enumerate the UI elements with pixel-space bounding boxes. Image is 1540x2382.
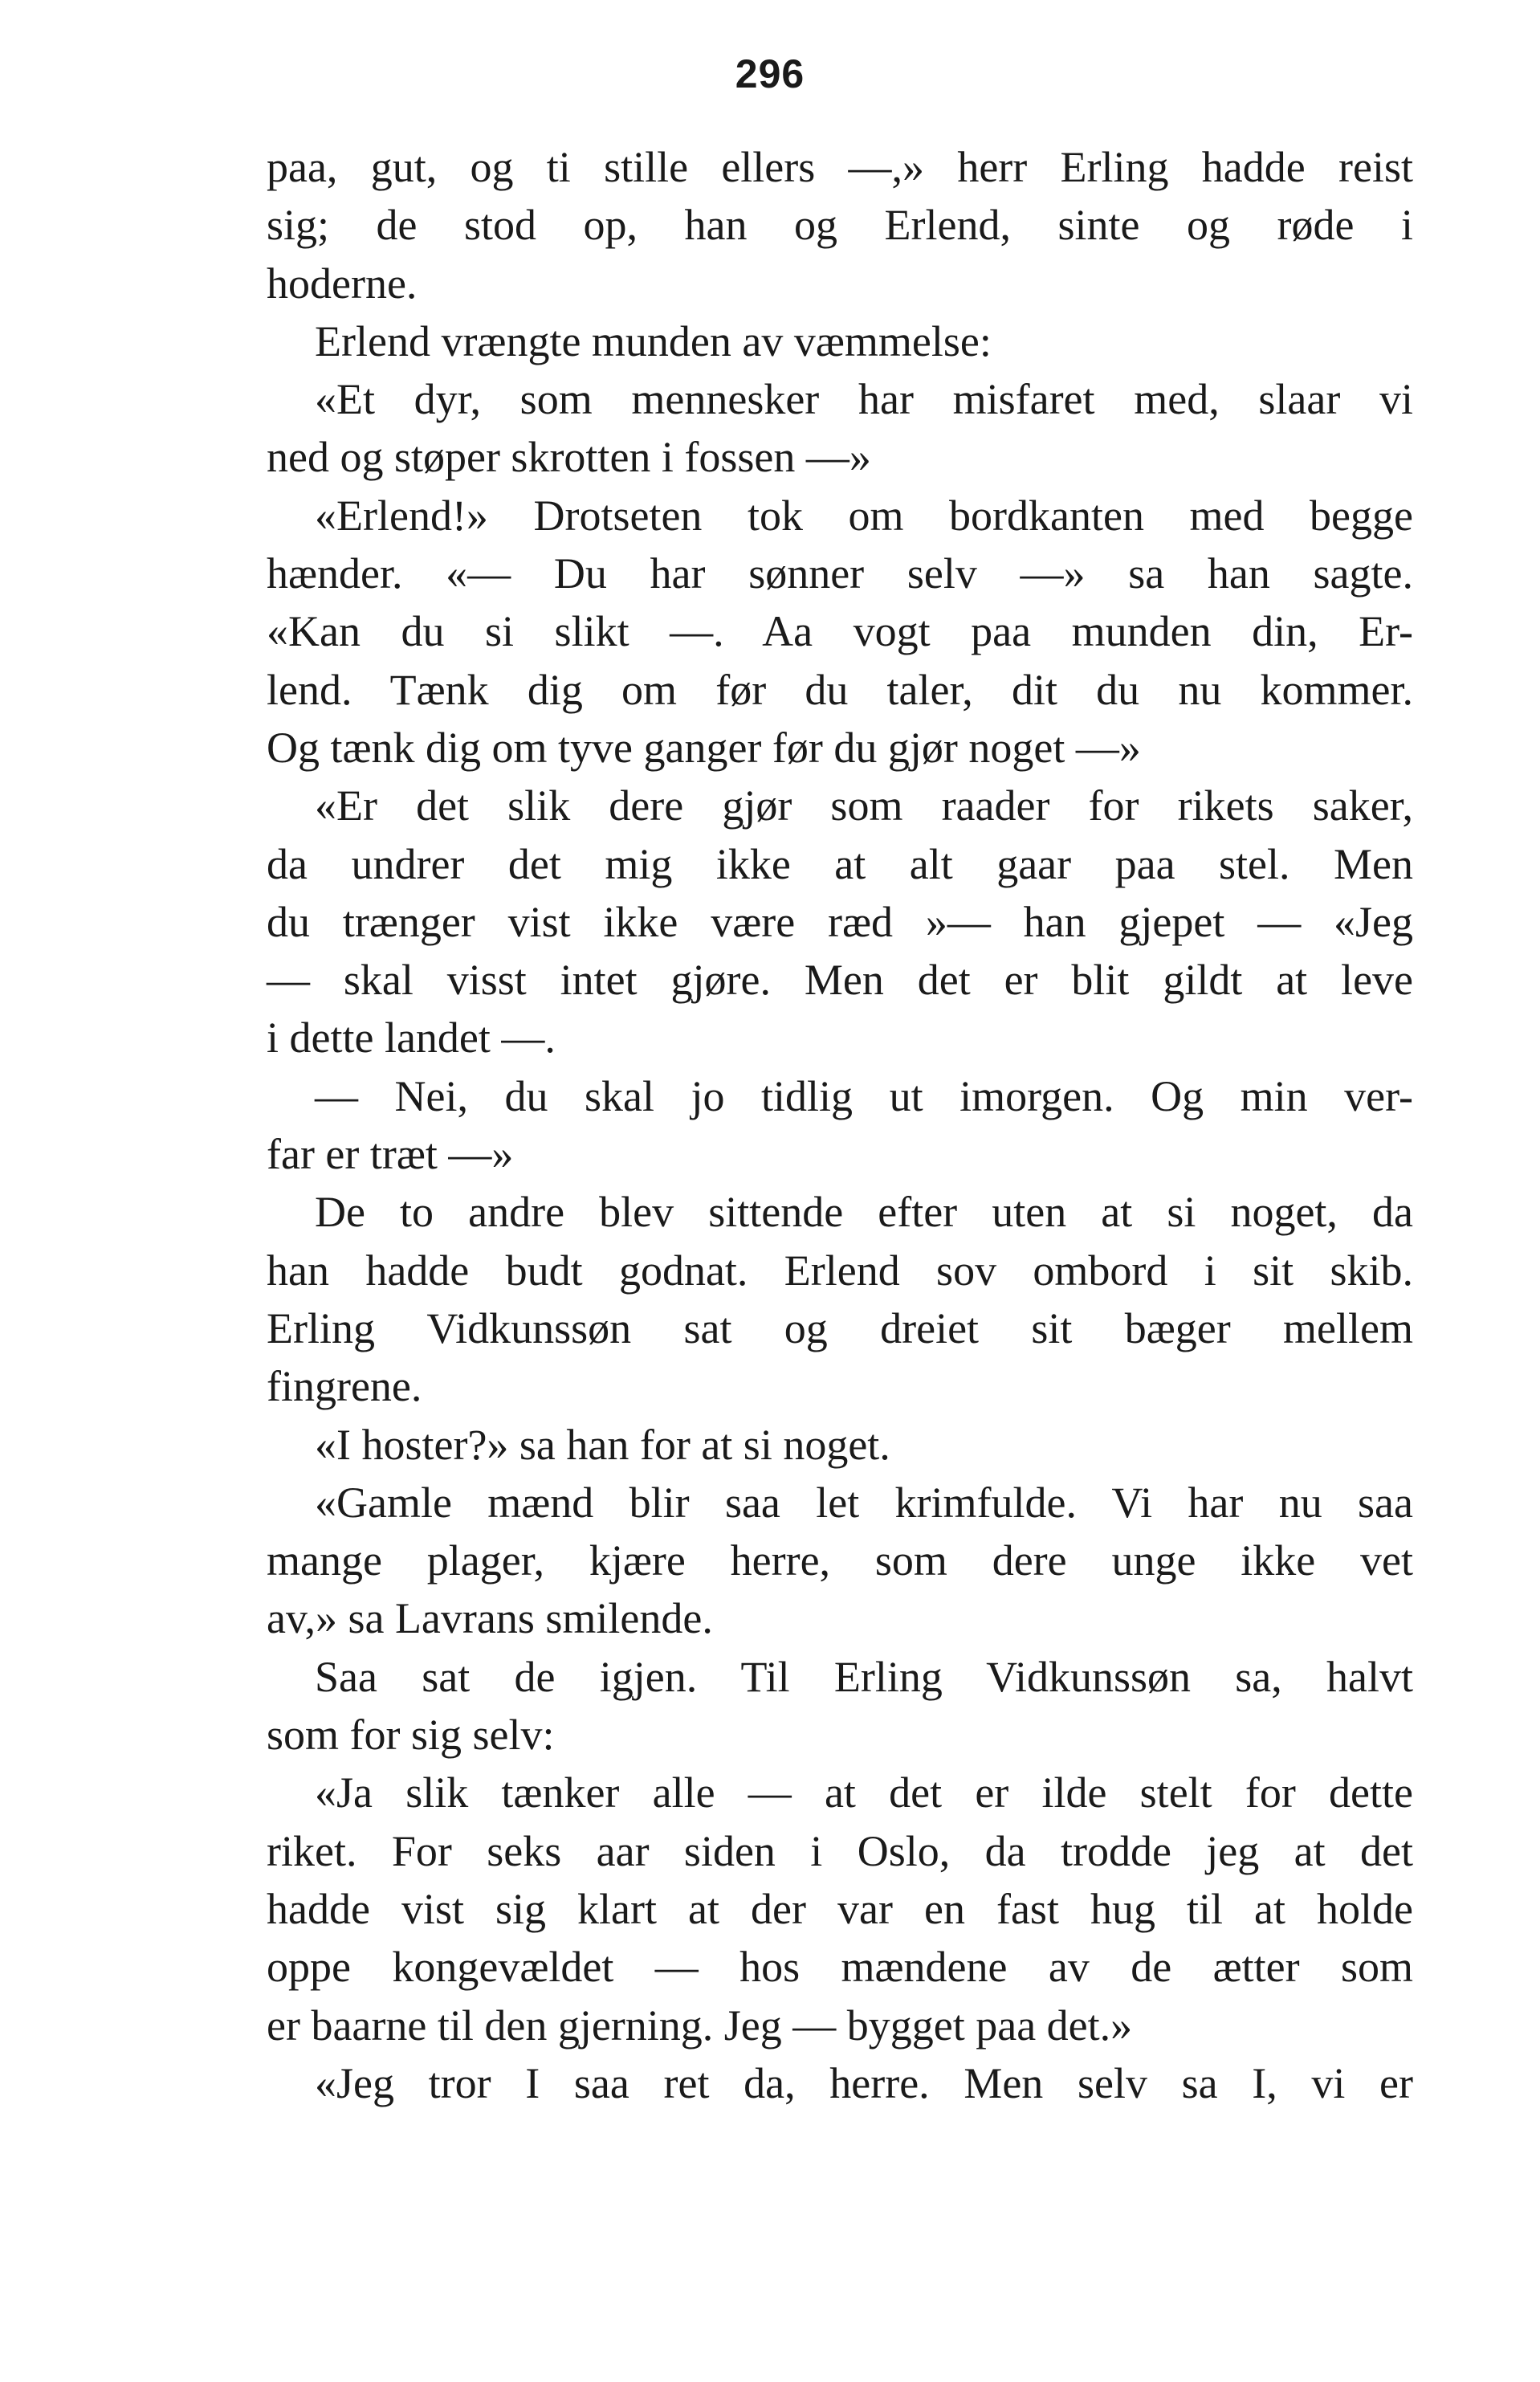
text-line: ned og støper skrotten i fossen —» [267, 433, 871, 482]
text-line: «Kan du si slikt —. Aa vogt paa munden din, Er- [267, 607, 1413, 656]
page-number: 296 [735, 51, 805, 96]
text-line: «I hoster?» sa han for at si noget. [315, 1420, 890, 1469]
body-text [267, 138, 1413, 2112]
text-line: paa, gut, og ti stille ellers —,» herr Erling hadde reist [267, 143, 1413, 191]
text-line: hoderne. [267, 259, 418, 308]
text-line: riket. For seks aar siden i Oslo, da trodde jeg at det [267, 1826, 1413, 1875]
text-line: av,» sa Lavrans smilende. [267, 1594, 713, 1643]
text-line: han hadde budt godnat. Erlend sov ombord i sit skib. [267, 1246, 1413, 1295]
text-line: da undrer det mig ikke at alt gaar paa stel. Men [267, 839, 1413, 888]
text-line: «Ja slik tænker alle — at det er ilde stelt for dette [315, 1768, 1413, 1817]
text-line: sig; de stod op, han og Erlend, sinte og røde i [267, 201, 1413, 250]
text-line: i dette landet —. [267, 1014, 556, 1063]
text-line: «Gamle mænd blir saa let krimfulde. Vi har nu saa [315, 1478, 1413, 1527]
text-line: oppe kongevældet — hos mændene av de ætter som [267, 1943, 1413, 1992]
text-line: — skal visst intet gjøre. Men det er blit gildt at leve [267, 956, 1413, 1005]
text-line: mange plager, kjære herre, som dere unge ikke vet [267, 1536, 1413, 1585]
text-line: — Nei, du skal jo tidlig ut imorgen. Og min ver- [315, 1071, 1413, 1120]
text-line: «Erlend!» Drotseten tok om bordkanten med begge [315, 491, 1413, 540]
text-line: lend. Tænk dig om før du taler, dit du nu kommer. [267, 665, 1413, 714]
text-line: Og tænk dig om tyve ganger før du gjør noget —» [267, 723, 1141, 772]
text-line: De to andre blev sittende efter uten at si noget, da [315, 1188, 1413, 1237]
text-line: far er træt —» [267, 1130, 514, 1179]
text-line: «Er det slik dere gjør som raader for rikets saker, [315, 781, 1413, 830]
text-line: Saa sat de igjen. Til Erling Vidkunssøn sa, halvt [315, 1652, 1413, 1701]
text-line: som for sig selv: [267, 1711, 555, 1760]
text-line: Erling Vidkunssøn sat og dreiet sit bæger mellem [267, 1303, 1413, 1352]
text-line: hadde vist sig klart at der var en fast hug til at holde [267, 1884, 1413, 1933]
text-line: er baarne til den gjerning. Jeg — bygget paa det.» [267, 2001, 1133, 2050]
text-line: hænder. «— Du har sønner selv —» sa han sagte. [267, 549, 1413, 598]
text-line: du trænger vist ikke være ræd »— han gjepet — «Jeg [267, 897, 1413, 946]
text-line: «Et dyr, som mennesker har misfaret med, slaar vi [315, 375, 1413, 424]
text-line: fingrene. [267, 1362, 422, 1411]
text-line: «Jeg tror I saa ret da, herre. Men selv sa I, vi er [315, 2058, 1413, 2107]
text-line: Erlend vrængte munden av væmmelse: [315, 316, 992, 365]
